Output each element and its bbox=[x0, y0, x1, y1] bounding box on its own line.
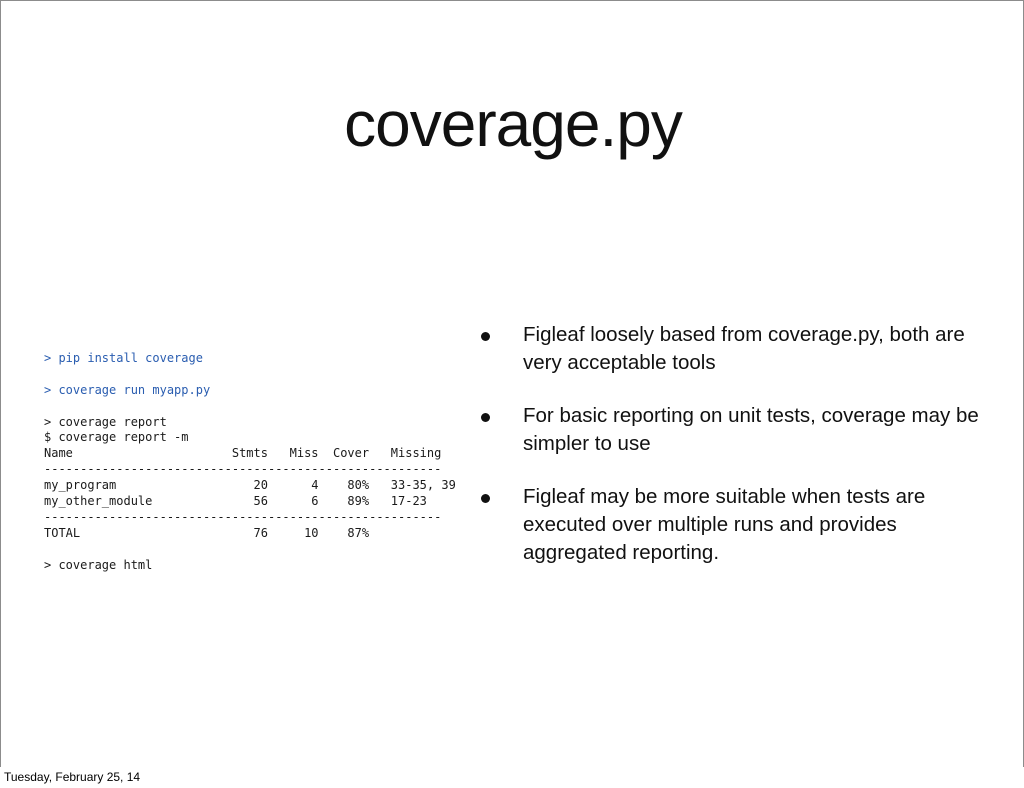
code-line: > coverage html bbox=[44, 557, 153, 572]
bullet-text: Figleaf may be more suitable when tests are executed over multiple runs and provides aggregated reporting. bbox=[523, 485, 926, 564]
bullet-dot-icon bbox=[481, 332, 490, 341]
code-line: ------------------------------------------------------- bbox=[44, 509, 442, 524]
bullet-dot-icon bbox=[481, 494, 490, 503]
bullet-list bbox=[471, 321, 991, 592]
bullet-text: For basic reporting on unit tests, coverage may be simpler to use bbox=[523, 404, 979, 455]
code-line: my_other_module 56 6 89% 17-23 bbox=[44, 494, 427, 509]
code-blank-line bbox=[44, 399, 484, 415]
code-line: > pip install coverage bbox=[44, 351, 203, 365]
code-blank-line bbox=[44, 367, 484, 383]
bullet-item bbox=[471, 483, 991, 567]
code-blank-line bbox=[44, 542, 484, 558]
bullet-item bbox=[471, 402, 991, 458]
bullet-dot-icon bbox=[481, 413, 490, 422]
footer bbox=[0, 767, 1024, 788]
bullet-text: Figleaf loosely based from coverage.py, both are very acceptable tools bbox=[523, 323, 965, 374]
code-block bbox=[44, 351, 484, 573]
code-line: $ coverage report -m bbox=[44, 430, 189, 445]
code-line: ------------------------------------------------------- bbox=[44, 462, 442, 477]
bullet-item bbox=[471, 321, 991, 377]
slide-title: coverage.py bbox=[344, 88, 682, 160]
code-line: > coverage report bbox=[44, 414, 167, 429]
footer-date: Tuesday, February 25, 14 bbox=[4, 770, 141, 784]
code-line: TOTAL 76 10 87% bbox=[44, 525, 370, 540]
code-line: my_program 20 4 80% 33-35, 39 bbox=[44, 478, 456, 493]
code-line: Name Stmts Miss Cover Missing bbox=[44, 446, 442, 461]
code-line: > coverage run myapp.py bbox=[44, 382, 211, 397]
